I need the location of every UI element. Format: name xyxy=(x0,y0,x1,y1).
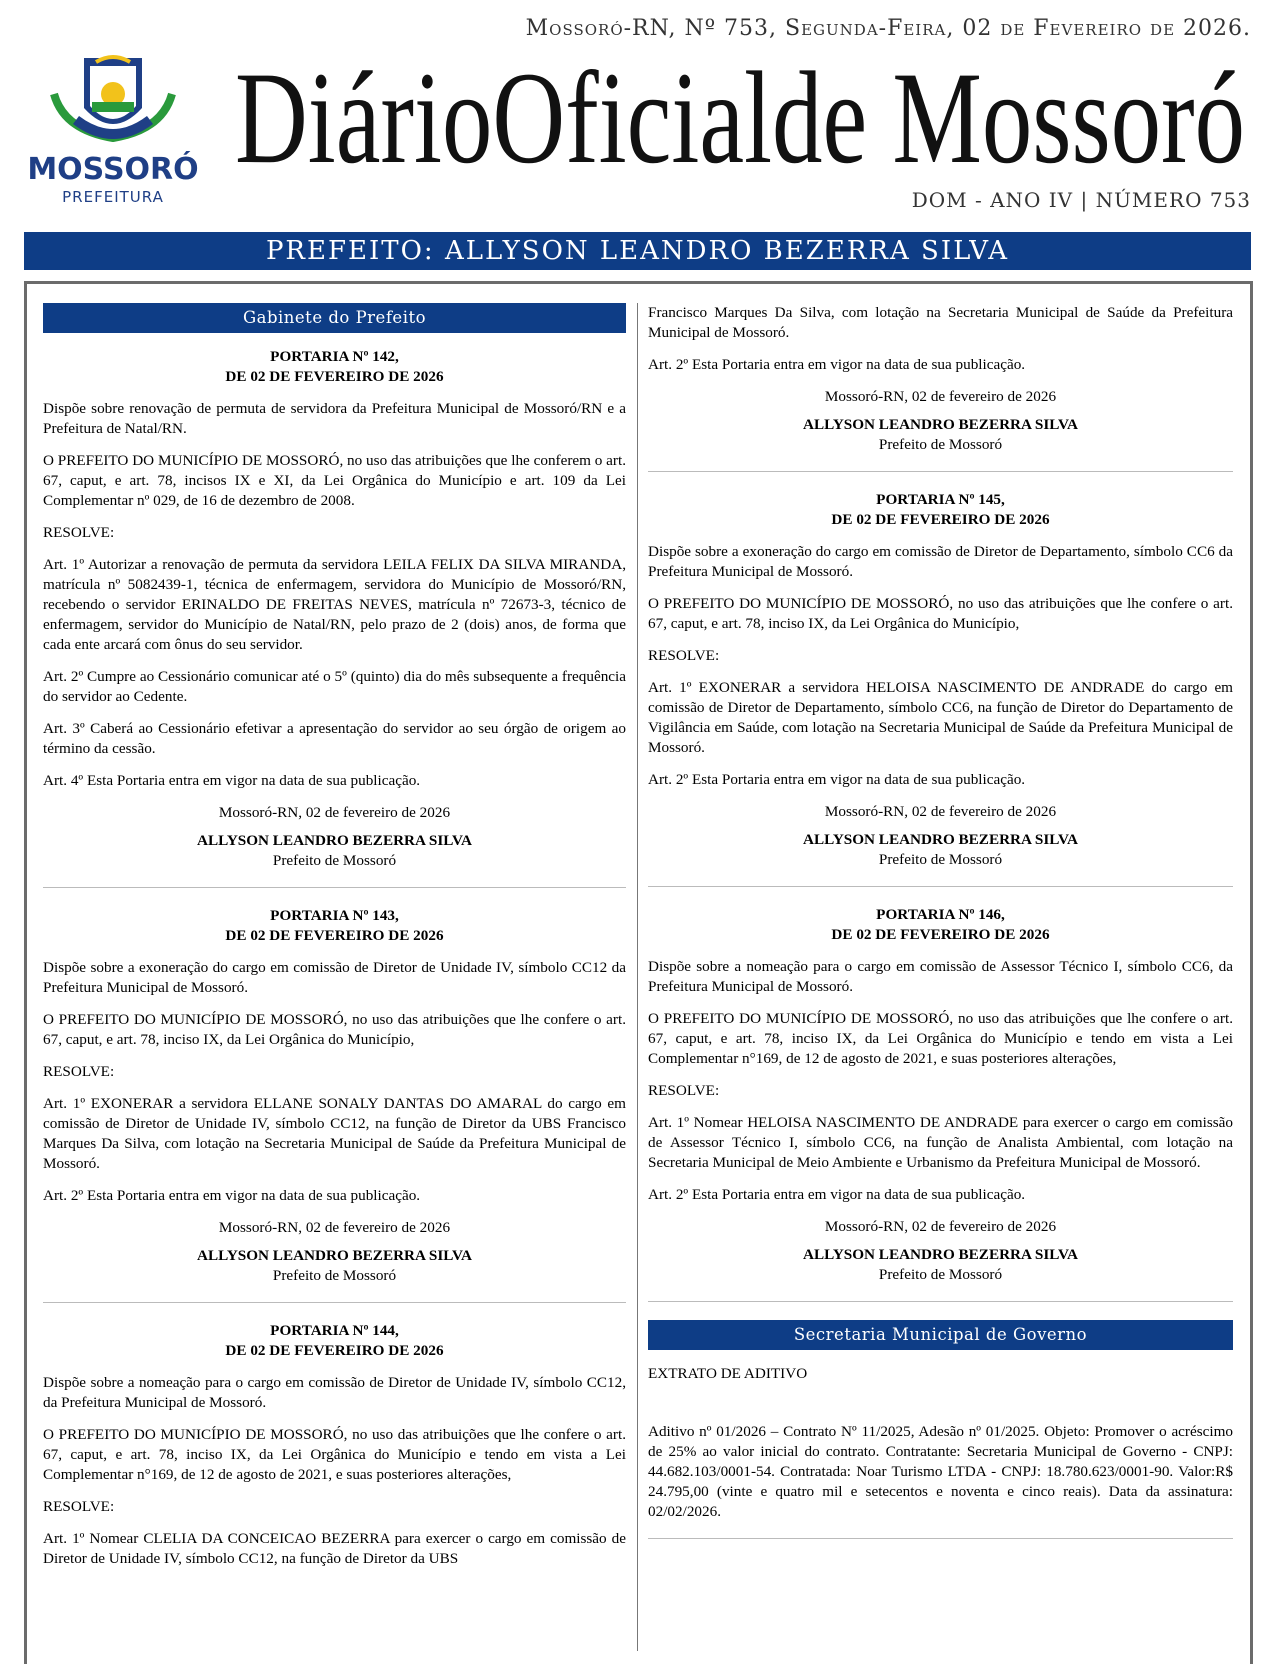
extrato-aditivo xyxy=(648,1364,1233,1522)
article-4: Art. 4º Esta Portaria entra em vigor na data de sua publicação. xyxy=(43,772,421,789)
article-1: Art. 1º EXONERAR a servidora ELLANE SONALY DANTAS DO AMARAL do cargo em comissão de Diretor de Unidade IV, símbolo CC12, na função de Diretor da UBS Francisco Marques Da Silva, com lotação na Secretaria Municipal de Saúde da Prefeitura Municipal de Mossoró. xyxy=(43,1095,626,1172)
portaria-title xyxy=(43,1321,626,1361)
signature-role: Prefeito de Mossoró xyxy=(878,1266,1003,1283)
portaria-title xyxy=(43,347,626,387)
signature-role: Prefeito de Mossoró xyxy=(272,1267,397,1284)
article-1: Art. 1º EXONERAR a servidora HELOISA NASCIMENTO DE ANDRADE do cargo em comissão de Diretor de Departamento, símbolo CC6, na função de Diretor do Departamento de Vigilância em Saúde, com lotação na Secretaria Municipal de Saúde da Prefeitura Municipal de Mossoró. xyxy=(648,679,1233,756)
article-1: Art. 1º Nomear HELOISA NASCIMENTO DE ANDRADE para exercer o cargo em comissão de Assessor Técnico I, símbolo CC6, na função de Analista Ambiental, com lotação na Secretaria Municipal de Meio Ambiente e Urbanismo da Prefeitura Municipal de Mossoró. xyxy=(648,1114,1233,1171)
place-date: Mossoró-RN, 02 de fevereiro de 2026 xyxy=(218,804,451,821)
resolve: RESOLVE: xyxy=(43,1498,115,1515)
ementa: Dispõe sobre a exoneração do cargo em comissão de Diretor de Departamento, símbolo CC6 da Prefeitura Municipal de Mossoró. xyxy=(648,543,1233,580)
separator xyxy=(648,886,1233,887)
portaria-146 xyxy=(648,905,1233,1285)
portaria-date: DE 02 DE FEVEREIRO DE 2026 xyxy=(225,927,444,944)
ementa: Dispõe sobre renovação de permuta de servidora da Prefeitura Municipal de Mossoró/RN e a Prefeitura de Natal/RN. xyxy=(43,400,626,437)
article-2: Art. 2º Cumpre ao Cessionário comunicar até o 5º (quinto) dia do mês subsequente a frequência do servidor ao Cedente. xyxy=(43,668,626,705)
place-date: Mossoró-RN, 02 de fevereiro de 2026 xyxy=(824,1218,1057,1235)
portaria-number: PORTARIA Nº 143, xyxy=(270,907,399,924)
preamble: O PREFEITO DO MUNICÍPIO DE MOSSORÓ, no uso das atribuições que lhe conferem o art. 67, caput, e art. 78, incisos IX e XI, da Lei Orgânica do Município e art. 109 da Lei Complementar nº 029, de 16 de dezembro de 2008. xyxy=(43,452,626,509)
signature-role: Prefeito de Mossoró xyxy=(878,436,1003,453)
place-date: Mossoró-RN, 02 de fevereiro de 2026 xyxy=(218,1219,451,1236)
article-2: Art. 2º Esta Portaria entra em vigor na data de sua publicação. xyxy=(648,771,1026,788)
ementa: Dispõe sobre a nomeação para o cargo em comissão de Assessor Técnico I, símbolo CC6, da Prefeitura Municipal de Mossoró. xyxy=(648,958,1233,995)
place-date: Mossoró-RN, 02 de fevereiro de 2026 xyxy=(824,803,1057,820)
separator xyxy=(43,887,626,888)
resolve: RESOLVE: xyxy=(43,524,115,541)
left-column xyxy=(43,303,626,1581)
portaria-number: PORTARIA Nº 142, xyxy=(270,348,399,365)
signature-name: ALLYSON LEANDRO BEZERRA SILVA xyxy=(802,416,1079,433)
article-1: Art. 1º Autorizar a renovação de permuta da servidora LEILA FELIX DA SILVA MIRANDA, matrícula nº 5082439-1, técnica de enfermagem, servidora do Município de Mossoró/RN, recebendo o servidor ERINALDO DE FREITAS NEVES, matrícula nº 72673-3, técnico de enfermagem, servidor do Município de Natal/RN, pelo prazo de 2 (dois) anos, de forma que cada ente arcará com ônus do seu servidor. xyxy=(43,556,626,653)
portaria-number: PORTARIA Nº 146, xyxy=(876,906,1005,923)
separator xyxy=(43,1302,626,1303)
portaria-title xyxy=(648,490,1233,530)
article-1-continued: Francisco Marques Da Silva, com lotação na Secretaria Municipal de Saúde da Prefeitura Municipal de Mossoró. xyxy=(648,304,1233,341)
article-2: Art. 2º Esta Portaria entra em vigor na data de sua publicação. xyxy=(43,1187,421,1204)
resolve: RESOLVE: xyxy=(648,647,720,664)
logo-wordmark: MOSSORÓ xyxy=(27,152,199,187)
signature-name: ALLYSON LEANDRO BEZERRA SILVA xyxy=(196,1247,473,1264)
section-header-governo: Secretaria Municipal de Governo xyxy=(648,1320,1233,1350)
portaria-number: PORTARIA Nº 145, xyxy=(876,491,1005,508)
portaria-date: DE 02 DE FEVEREIRO DE 2026 xyxy=(225,1342,444,1359)
preamble: O PREFEITO DO MUNICÍPIO DE MOSSORÓ, no uso das atribuições que lhe confere o art. 67, caput, e art. 78, inciso IX, da Lei Orgânica do Município, xyxy=(648,595,1233,632)
portaria-title xyxy=(43,906,626,946)
portaria-143 xyxy=(43,906,626,1286)
portaria-142 xyxy=(43,347,626,871)
issue-date-line: Mossoró-RN, Nº 753, Segunda-Feira, 02 de Fevereiro de 2026. xyxy=(525,16,1251,41)
article-2: Art. 2º Esta Portaria entra em vigor na data de sua publicação. xyxy=(648,356,1026,373)
mayor-banner: PREFEITO: ALLYSON LEANDRO BEZERRA SILVA xyxy=(24,232,1251,270)
extrato-title: EXTRATO DE ADITIVO xyxy=(648,1365,808,1382)
place-date: Mossoró-RN, 02 de fevereiro de 2026 xyxy=(824,388,1057,405)
edition-line: DOM - ANO IV | NÚMERO 753 xyxy=(911,188,1251,212)
preamble: O PREFEITO DO MUNICÍPIO DE MOSSORÓ, no uso das atribuições que lhe confere o art. 67, caput, e art. 78, inciso IX, da Lei Orgânica do Município e tendo em vista a Lei Complementar n°169, de 12 de agosto de 2021, e suas posteriores alterações, xyxy=(648,1010,1233,1067)
portaria-title xyxy=(648,905,1233,945)
svg-text:DiárioOficialde Mossoró: DiárioOficialde Mossoró xyxy=(235,44,1245,180)
resolve: RESOLVE: xyxy=(43,1063,115,1080)
column-divider xyxy=(637,303,638,1651)
city-logo xyxy=(24,50,202,210)
right-column xyxy=(648,303,1233,1557)
portaria-date: DE 02 DE FEVEREIRO DE 2026 xyxy=(831,511,1050,528)
signature-name: ALLYSON LEANDRO BEZERRA SILVA xyxy=(802,1246,1079,1263)
preamble: O PREFEITO DO MUNICÍPIO DE MOSSORÓ, no uso das atribuições que lhe confere o art. 67, caput, e art. 78, inciso IX, da Lei Orgânica do Município e tendo em vista a Lei Complementar n°169, de 12 de agosto de 2021, e suas posteriores alterações, xyxy=(43,1426,626,1483)
extrato-body: Aditivo nº 01/2026 – Contrato Nº 11/2025, Adesão nº 01/2025. Objeto: Promover o acréscimo de 25% ao valor inicial do contrato. Contratante: Secretaria Municipal de Governo - CNPJ: 44.682.103/0001-54. Contratada: Noar Turismo LTDA - CNPJ: 18.780.623/0001-90. Valor:R$ 24.795,00 (vinte e quatro mil e setecentos e noventa e cinco reais). Data da assinatura: 02/02/2026. xyxy=(648,1423,1233,1520)
logo-subtitle: PREFEITURA xyxy=(62,188,164,206)
article-2: Art. 2º Esta Portaria entra em vigor na data de sua publicação. xyxy=(648,1186,1026,1203)
portaria-145 xyxy=(648,490,1233,870)
separator xyxy=(648,1301,1233,1302)
preamble: O PREFEITO DO MUNICÍPIO DE MOSSORÓ, no uso das atribuições que lhe confere o art. 67, caput, e art. 78, inciso IX, da Lei Orgânica do Município, xyxy=(43,1011,626,1048)
signature-role: Prefeito de Mossoró xyxy=(272,852,397,869)
portaria-date: DE 02 DE FEVEREIRO DE 2026 xyxy=(225,368,444,385)
signature-name: ALLYSON LEANDRO BEZERRA SILVA xyxy=(196,832,473,849)
portaria-number: PORTARIA Nº 144, xyxy=(270,1322,399,1339)
article-3: Art. 3º Caberá ao Cessionário efetivar a apresentação do servidor ao seu órgão de origem ao término da cessão. xyxy=(43,720,626,757)
portaria-144 xyxy=(43,1321,626,1569)
section-header-gabinete: Gabinete do Prefeito xyxy=(43,303,626,333)
separator xyxy=(648,471,1233,472)
portaria-144-continued xyxy=(648,303,1233,455)
signature-role: Prefeito de Mossoró xyxy=(878,851,1003,868)
article-1: Art. 1º Nomear CLELIA DA CONCEICAO BEZERRA para exercer o cargo em comissão de Diretor de Unidade IV, símbolo CC12, na função de Diretor da UBS xyxy=(43,1530,626,1567)
portaria-date: DE 02 DE FEVEREIRO DE 2026 xyxy=(831,926,1050,943)
ementa: Dispõe sobre a exoneração do cargo em comissão de Diretor de Unidade IV, símbolo CC12 da Prefeitura Municipal de Mossoró. xyxy=(43,959,626,996)
ementa: Dispõe sobre a nomeação para o cargo em comissão de Diretor de Unidade IV, símbolo CC12, da Prefeitura Municipal de Mossoró. xyxy=(43,1374,626,1411)
resolve: RESOLVE: xyxy=(648,1082,720,1099)
separator xyxy=(648,1538,1233,1539)
masthead-title xyxy=(235,40,1255,180)
coat-of-arms-icon xyxy=(24,50,202,154)
signature-name: ALLYSON LEANDRO BEZERRA SILVA xyxy=(802,831,1079,848)
